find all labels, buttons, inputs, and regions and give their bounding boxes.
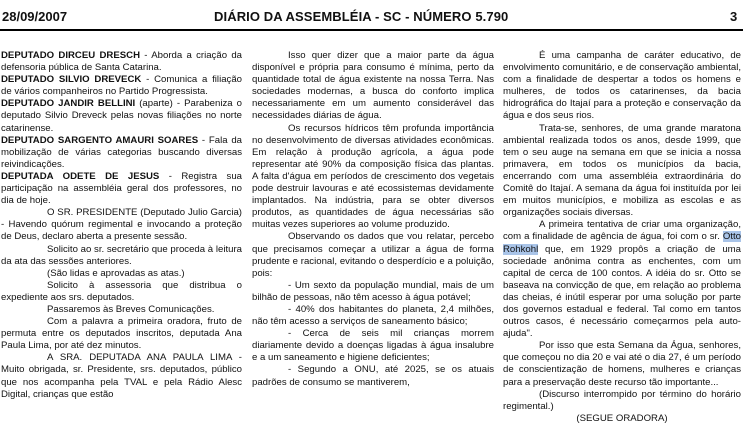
- paragraph: (Discurso interrompido por término do horário regimental.): [503, 388, 741, 412]
- header-rule: [0, 29, 743, 31]
- paragraph: Passaremos às Breves Comunicações.: [47, 303, 215, 315]
- page-header: [0, 0, 743, 30]
- section-note: (SEGUE ORADORA): [576, 412, 668, 424]
- speaker-name: DEPUTADA ODETE DE JESUS: [1, 170, 160, 182]
- paragraph: A primeira tentativa de criar uma organização, com a finalidade de agência de água, foi com o sr. Otto Rohkohl que, em 1929 propôs a criação de uma sociedade anônima contra as enchentes, com um capital de cerca de 100 contos. A idéia do sr. Otto se baseava na convicção de que, em relação ao problema das cheias, é inútil esperar por uma solução por parte dos governos estadual e federal. Tal como em tantos outros casos, é necessário começarmos pela auto-ajuda".: [503, 219, 741, 340]
- summary-item: DEPUTADO SARGENTO AMAURI SOARES - Fala da mobilização de várias categorias buscando diversas reivindicações.: [1, 134, 242, 170]
- paragraph: Por isso que esta Semana da Água, senhores, que começou no dia 20 e vai até o dia 27, é um período de conscientização de homens, mulheres e crianças para a preservação deste recurso tão importante...: [503, 340, 741, 388]
- highlighted-name[interactable]: Otto Rohkohl: [503, 231, 741, 255]
- summary-item: DEPUTADO JANDIR BELLINI (aparte) - Parabeniza o deputado Silvio Dreveck pelas novas filiações no norte catarinense.: [1, 98, 242, 134]
- list-item: - Um sexto da população mundial, mais de um bilhão de pessoas, não têm acesso à água potável;: [252, 279, 494, 303]
- paragraph: Solicito ao sr. secretário que proceda à leitura da ata das sessões anteriores.: [1, 243, 242, 267]
- list-item: - 40% dos habitantes do planeta, 2,4 milhões, não têm acesso a serviços de saneamento básico;: [252, 303, 494, 328]
- column-middle: [252, 50, 494, 446]
- header-title: DIÁRIO DA ASSEMBLÉIA - SC - NÚMERO 5.790: [214, 9, 509, 24]
- header-date: 28/09/2007: [2, 9, 68, 24]
- summary-item: DEPUTADO SILVIO DREVECK - Comunica a filiação de vários companheiros no Partido Progressista.: [1, 74, 242, 98]
- header-page-number: 3: [730, 9, 738, 24]
- paragraph: A SRA. DEPUTADA ANA PAULA LIMA - Muito obrigada, sr. Presidente, srs. deputados, público que nos acompanha pela TVAL e pela Rádio Alesc Digital, crianças que estão: [1, 352, 242, 400]
- list-item: - Segundo a ONU, até 2025, se os atuais padrões de consumo se mantiverem,: [252, 364, 494, 388]
- summary-item: DEPUTADA ODETE DE JESUS - Registra sua participação na assembléia geral dos professores, no dia de hoje.: [1, 170, 242, 207]
- paragraph: Com a palavra a primeira oradora, fruto de permuta entre os deputados inscritos, deputada Ana Paula Lima, por até dez minutos.: [1, 316, 242, 352]
- speaker-name: DEPUTADO SILVIO DREVECK: [1, 74, 142, 86]
- paragraph: (São lidas e aprovadas as atas.): [47, 267, 185, 279]
- list-item: - Cerca de seis mil crianças morrem diariamente devido a doenças ligadas à água insalubre e a um saneamento e higiene deficientes;: [252, 328, 494, 364]
- paragraph: Solicito à assessoria que distribua o expediente aos srs. deputados.: [1, 279, 242, 303]
- column-right: [503, 50, 741, 446]
- speaker-name: DEPUTADO DIRCEU DRESCH: [1, 50, 140, 61]
- paragraph: Observando os dados que vou relatar, percebo que precisamos começar a utilizar a água de forma prudente e racional, evitando o desperdício e a poluição, pois:: [252, 231, 494, 279]
- paragraph: Isso quer dizer que a maior parte da água disponível e própria para consumo é mínima, perto da quantidade total de água existente na nossa Terra. Nas sociedades modernas, a busca do conforto implica necessariamente em um aumento considerável das necessidades diárias de água.: [252, 50, 494, 122]
- paragraph: É uma campanha de caráter educativo, de envolvimento comunitário, e de conservação ambiental, com a finalidade de despertar a todos os homens e mulheres, de todos os catarinenses, da bacia hidrográfica do Itajaí para a proteção e conservação da água e dos seus rios.: [503, 50, 741, 122]
- speaker-name: DEPUTADO JANDIR BELLINI: [1, 98, 136, 110]
- column-left: [1, 50, 242, 446]
- summary-item: DEPUTADO DIRCEU DRESCH - Aborda a criação da defensoria pública de Santa Catarina.: [1, 50, 242, 74]
- paragraph: O SR. PRESIDENTE (Deputado Julio Garcia) - Havendo quórum regimental e invocando a proteção de Deus, declaro aberta a presente sessão.: [1, 207, 242, 243]
- paragraph: Trata-se, senhores, de uma grande maratona ambiental realizada todos os anos, desde 1999, que tem o seu auge na semana em que se inicia a nossa primavera, em todos os municípios da bacia, encerrando com uma assembléia extraordinária do Comitê do Itajaí. A semana da água foi instituída por lei em muitos municípios, e mobiliza as escolas e as organizações sociais diversas.: [503, 122, 741, 219]
- speaker-name: DEPUTADO SARGENTO AMAURI SOARES: [1, 134, 199, 146]
- paragraph: Os recursos hídricos têm profunda importância no desenvolvimento de diversas atividades econômicas. Em relação à produção agrícola, a água pode representar até 90% da composição física das plantas. A falta d'água em períodos de crescimento dos vegetais pode destruir lavouras e até ecossistemas devidamente implantados. Na indústria, para se obter diversos produtos, as quantidades de água necessárias são muitas vezes superiores ao volume produzido.: [252, 122, 494, 231]
